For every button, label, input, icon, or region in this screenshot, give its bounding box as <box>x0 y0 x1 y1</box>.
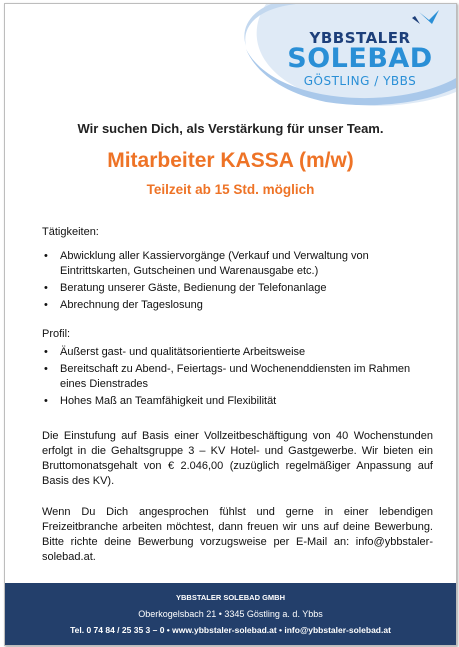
logo-line2: SOLEBAD <box>287 43 433 74</box>
einstufung-paragraph: Die Einstufung auf Basis einer Vollzeitbeschäftigung von 40 Wochenstunden erfolgt in die Gehaltsgruppe 3 – KV Hotel- und Gastgewerbe. Wir bieten ein Bruttomonatsgehalt von € 2.046,00 (zuzüglich regelmäßiger Anpassung auf Basis des KV). <box>42 430 433 487</box>
footer-address: Oberkogelsbach 21 • 3345 Göstling a. d. Ybbs <box>138 609 323 619</box>
list-item: • Hohes Maß an Teamfähigkeit und Flexibilität <box>42 394 433 409</box>
profil-list <box>42 345 433 409</box>
logo <box>226 4 456 124</box>
footer-contact: Tel. 0 74 84 / 25 35 3 – 0 • www.ybbstaler-solebad.at • info@ybbstaler-solebad.at <box>70 625 391 635</box>
posting-body <box>42 225 433 581</box>
taetigkeiten-list <box>42 249 433 313</box>
list-item: • Beratung unserer Gäste, Bedienung der Telefonanlage <box>42 281 433 296</box>
footer-company: YBBSTALER SOLEBAD GMBH <box>175 593 286 602</box>
job-posting-page <box>4 3 457 646</box>
profil-heading: Profil: <box>42 328 71 340</box>
taetigkeiten-heading: Tätigkeiten: <box>42 226 99 238</box>
job-title: Mitarbeiter KASSA (m/w) <box>107 149 354 172</box>
list-item: • Äußerst gast- und qualitätsorientierte Arbeitsweise <box>42 345 433 360</box>
bewerbung-paragraph: Wenn Du Dich angesprochen fühlst und gerne in einer lebendigen Freizeitbranche arbeiten möchtest, dann freuen wir uns auf deine Bewerbung. Bitte richte deine Bewerbung vorzugsweise per E-Mail an: info@ybbstaler-solebad.at. <box>42 506 433 563</box>
intro-text: Wir suchen Dich, als Verstärkung für unser Team. <box>77 121 384 136</box>
logo-line3: GÖSTLING / YBBS <box>303 74 417 88</box>
list-item: • Bereitschaft zu Abend-, Feiertags- und Wochenenddiensten im Rahmen eines Dienstrades <box>42 362 433 392</box>
footer <box>5 583 456 645</box>
list-item: • Abwicklung aller Kassiervorgänge (Verkauf und Verwaltung von Eintrittskarten, Gutscheinen und Warenausgabe etc.) <box>42 249 433 279</box>
logo-line1: YBBSTALER <box>309 29 411 47</box>
list-item: • Abrechnung der Tageslosung <box>42 298 433 313</box>
job-subtitle: Teilzeit ab 15 Std. möglich <box>146 182 315 197</box>
